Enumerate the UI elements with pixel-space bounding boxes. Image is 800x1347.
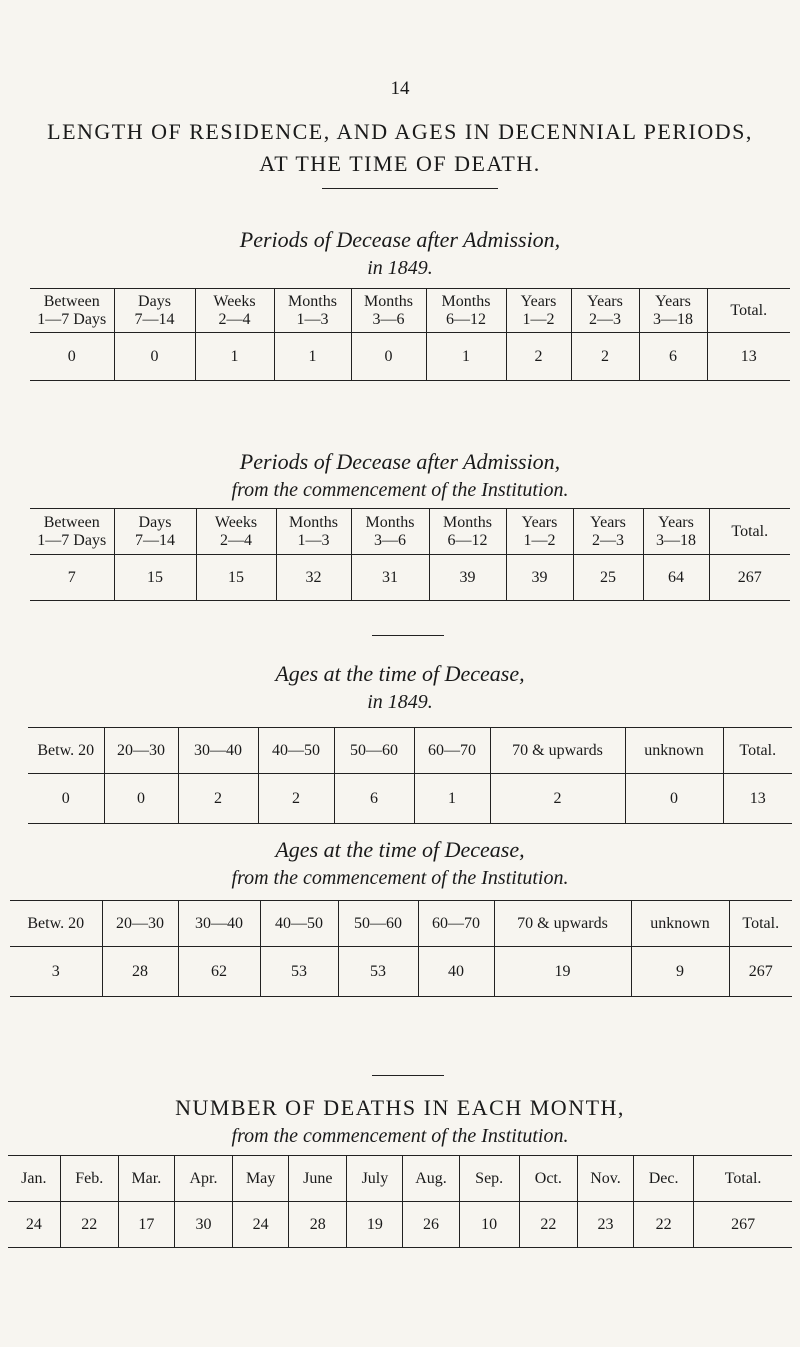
section3-value-cell: 2 — [490, 774, 625, 824]
section1-header-cell — [114, 289, 195, 333]
section5-header-cell: Nov. — [577, 1156, 633, 1202]
section5-value-cell: 10 — [459, 1202, 519, 1248]
section1-header-line: 2—4 — [218, 310, 251, 328]
section2-header-line: 1—2 — [523, 531, 556, 549]
section1-header-row — [30, 289, 790, 333]
section5-subtitle: from the commencement of the Institution. — [231, 1125, 569, 1147]
section4-header-cell: 70 & upwards — [494, 901, 631, 947]
section3-title: Ages at the time of Decease, — [275, 661, 525, 686]
section2-header-line: 7—14 — [135, 531, 175, 549]
section2-header-cell — [429, 509, 506, 555]
section1-header-line: Weeks — [213, 292, 256, 310]
section5-value-cell: 19 — [347, 1202, 403, 1248]
section2-header-cell — [276, 509, 351, 555]
section3-header-cell: 20—30 — [104, 728, 178, 774]
section1-header-cell — [426, 289, 506, 333]
section1-value-cell: 0 — [351, 333, 426, 381]
section1-value-cell: 0 — [114, 333, 195, 381]
section5-value-cell: 23 — [577, 1202, 633, 1248]
divider — [322, 188, 498, 189]
section1-value-cell: 13 — [707, 333, 790, 381]
section4-value-cell: 53 — [338, 947, 418, 997]
section1-value-cell: 0 — [67, 347, 76, 365]
section3-value-cell: 0 — [104, 774, 178, 824]
section3-header-cell: Betw. 20 — [28, 728, 104, 774]
main-title — [0, 116, 800, 180]
section1-value-cell: 6 — [639, 333, 707, 381]
section2-header-line: Days — [138, 513, 172, 531]
section3-table — [28, 727, 792, 824]
main-title-line-2: AT THE TIME OF DEATH. — [259, 151, 541, 176]
section3-value-cell: 13 — [723, 774, 792, 824]
section2-header-cell — [709, 509, 790, 555]
section2-header-line: 1—7 Days — [37, 531, 107, 549]
section1-value-cell: 2 — [506, 333, 571, 381]
section1-header-cell — [639, 289, 707, 333]
section1-subtitle: in 1849. — [367, 257, 433, 279]
section5-header-row — [8, 1156, 792, 1202]
section5-header-cell: Feb. — [60, 1156, 118, 1202]
section5-header-cell: May — [233, 1156, 289, 1202]
section3-value-cell: 2 — [258, 774, 334, 824]
main-title-line-1: LENGTH OF RESIDENCE, AND AGES IN DECENNIAL PERIODS, — [47, 119, 753, 144]
section4-header-cell: 60—70 — [418, 901, 494, 947]
section1-value-row — [30, 333, 790, 381]
section5-header-cell: Mar. — [118, 1156, 174, 1202]
section2-header-cell — [573, 509, 643, 555]
section2-header-line: 6—12 — [447, 531, 488, 549]
section5-header-cell: Dec. — [634, 1156, 694, 1202]
section5-header-cell: June — [289, 1156, 347, 1202]
section1-header-line: 1—7 Days — [37, 310, 107, 328]
section2-header-cell — [30, 509, 114, 555]
section1-header-cell — [707, 289, 790, 333]
divider — [372, 1075, 444, 1076]
section4-header-cell: 20—30 — [102, 901, 178, 947]
section5-value-cell: 28 — [289, 1202, 347, 1248]
section2-header-line: Months — [443, 513, 492, 531]
section1-header-line: Years — [520, 292, 557, 310]
section3-value-row — [28, 774, 792, 824]
section1-header-line: 1—2 — [522, 310, 555, 328]
section2-header-cell — [506, 509, 573, 555]
section1-header-line: Between — [43, 292, 100, 310]
section4-header-cell: unknown — [631, 901, 729, 947]
section2-heading — [0, 448, 800, 504]
section4-value-cell: 267 — [729, 947, 792, 997]
section2-value-cell: 15 — [196, 555, 276, 601]
section2-header-line: Years — [521, 513, 558, 531]
section1-header-line: 7—14 — [134, 310, 175, 328]
section5-value-cell: 24 — [233, 1202, 289, 1248]
section4-value-cell: 40 — [418, 947, 494, 997]
section5-value-cell: 22 — [60, 1202, 118, 1248]
section2-value-cell: 7 — [67, 568, 76, 586]
section1-header-line: 6—12 — [446, 310, 486, 328]
section5-value-cell: 22 — [634, 1202, 694, 1248]
section1-table — [30, 288, 790, 381]
section2-header-cell — [114, 509, 196, 555]
section2-header-line: Years — [658, 513, 694, 531]
section3-header-cell: 40—50 — [258, 728, 334, 774]
section1-header-line: Total. — [730, 301, 768, 319]
section4-value-cell: 28 — [102, 947, 178, 997]
section3-header-row — [28, 728, 792, 774]
section1-value-cell: 1 — [274, 333, 351, 381]
section1-header-cell — [274, 289, 351, 333]
section4-header-cell: 30—40 — [178, 901, 260, 947]
section1-header-line: Years — [655, 292, 691, 310]
section3-header-cell: 70 & upwards — [490, 728, 625, 774]
section5-table — [8, 1155, 792, 1248]
section2-value-cell: 15 — [114, 555, 196, 601]
section4-value-row — [10, 947, 792, 997]
section4-header-cell: 50—60 — [338, 901, 418, 947]
section3-header-cell: 50—60 — [334, 728, 414, 774]
section5-header-cell: Aug. — [403, 1156, 459, 1202]
section3-header-cell: 30—40 — [178, 728, 258, 774]
section5-header-cell: Apr. — [174, 1156, 232, 1202]
section2-header-cell — [351, 509, 429, 555]
section2-value-cell: 32 — [276, 555, 351, 601]
section2-table — [30, 508, 790, 601]
page-number: 14 — [390, 78, 410, 99]
section2-title: Periods of Decease after Admission, — [239, 449, 561, 474]
section3-header-cell: Total. — [723, 728, 792, 774]
section2-header-line: 1—3 — [297, 531, 330, 549]
section2-header-line: Months — [365, 513, 415, 531]
section5-header-cell: Jan. — [8, 1156, 60, 1202]
section4-header-cell: Betw. 20 — [10, 901, 102, 947]
section5-header-cell: Oct. — [519, 1156, 577, 1202]
section2-header-row — [30, 509, 790, 555]
section1-value-cell: 2 — [571, 333, 639, 381]
section1-header-line: Months — [364, 292, 413, 310]
section4-title: Ages at the time of Decease, — [275, 837, 525, 862]
section4-header-cell: Total. — [729, 901, 792, 947]
section3-value-cell: 0 — [61, 789, 70, 807]
section1-heading — [0, 226, 800, 282]
section2-header-line: Weeks — [214, 513, 258, 531]
section5-value-cell: 267 — [694, 1202, 792, 1248]
section1-header-cell — [195, 289, 274, 333]
section4-subtitle: from the commencement of the Institution. — [231, 867, 569, 889]
section1-header-cell — [351, 289, 426, 333]
divider — [372, 635, 444, 636]
section1-header-cell — [571, 289, 639, 333]
section1-header-line: 2—3 — [589, 310, 621, 328]
section5-header-cell: July — [347, 1156, 403, 1202]
section2-header-line: 3—18 — [656, 531, 696, 549]
section3-header-cell: 60—70 — [414, 728, 490, 774]
section2-header-line: 3—6 — [374, 531, 406, 549]
section4-header-row — [10, 901, 792, 947]
section1-header-cell — [30, 289, 114, 333]
section3-heading — [0, 660, 800, 716]
section5-value-row — [8, 1202, 792, 1248]
section2-value-cell: 267 — [709, 555, 790, 601]
section1-header-line: Months — [288, 292, 337, 310]
section5-value-cell: 26 — [403, 1202, 459, 1248]
section3-value-cell: 1 — [414, 774, 490, 824]
section4-value-cell: 19 — [494, 947, 631, 997]
section5-value-cell: 30 — [174, 1202, 232, 1248]
section2-value-cell: 31 — [351, 555, 429, 601]
section2-header-line: 2—3 — [592, 531, 624, 549]
section1-value-cell: 1 — [426, 333, 506, 381]
section2-header-line: Months — [289, 513, 338, 531]
section2-header-line: Between — [43, 513, 100, 531]
section2-subtitle: from the commencement of the Institution. — [231, 479, 569, 501]
section1-header-line: Days — [138, 292, 171, 310]
section1-title: Periods of Decease after Admission, — [239, 227, 561, 252]
section2-value-cell: 39 — [506, 555, 573, 601]
section5-value-cell: 24 — [25, 1215, 42, 1233]
section5-header-cell: Sep. — [459, 1156, 519, 1202]
section1-header-line: 3—6 — [372, 310, 405, 328]
section3-subtitle: in 1849. — [367, 691, 433, 713]
section1-header-line: 3—18 — [653, 310, 693, 328]
section4-value-cell: 9 — [631, 947, 729, 997]
section4-value-cell: 62 — [178, 947, 260, 997]
section1-value-cell: 1 — [195, 333, 274, 381]
section1-header-cell — [506, 289, 571, 333]
section3-value-cell: 2 — [178, 774, 258, 824]
section4-heading — [0, 836, 800, 892]
section2-header-cell — [196, 509, 276, 555]
section2-header-cell — [643, 509, 709, 555]
section2-value-cell: 25 — [573, 555, 643, 601]
section2-value-cell: 39 — [429, 555, 506, 601]
section3-value-cell: 0 — [625, 774, 723, 824]
section4-table — [10, 900, 792, 997]
section4-value-cell: 53 — [260, 947, 338, 997]
section5-value-cell: 22 — [519, 1202, 577, 1248]
section5-heading — [0, 1094, 800, 1150]
section2-header-line: 2—4 — [220, 531, 252, 549]
section5-header-cell: Total. — [694, 1156, 792, 1202]
section3-header-cell: unknown — [625, 728, 723, 774]
section3-value-cell: 6 — [334, 774, 414, 824]
section1-header-line: Years — [587, 292, 623, 310]
section5-title: NUMBER OF DEATHS IN EACH MONTH, — [175, 1095, 625, 1120]
section2-value-row — [30, 555, 790, 601]
section1-header-line: 1—3 — [296, 310, 329, 328]
section4-value-cell: 3 — [51, 962, 60, 980]
section2-header-line: Years — [590, 513, 626, 531]
section4-header-cell: 40—50 — [260, 901, 338, 947]
section1-header-line: Months — [441, 292, 491, 310]
section2-value-cell: 64 — [643, 555, 709, 601]
section2-header-line: Total. — [731, 522, 769, 540]
section5-value-cell: 17 — [118, 1202, 174, 1248]
